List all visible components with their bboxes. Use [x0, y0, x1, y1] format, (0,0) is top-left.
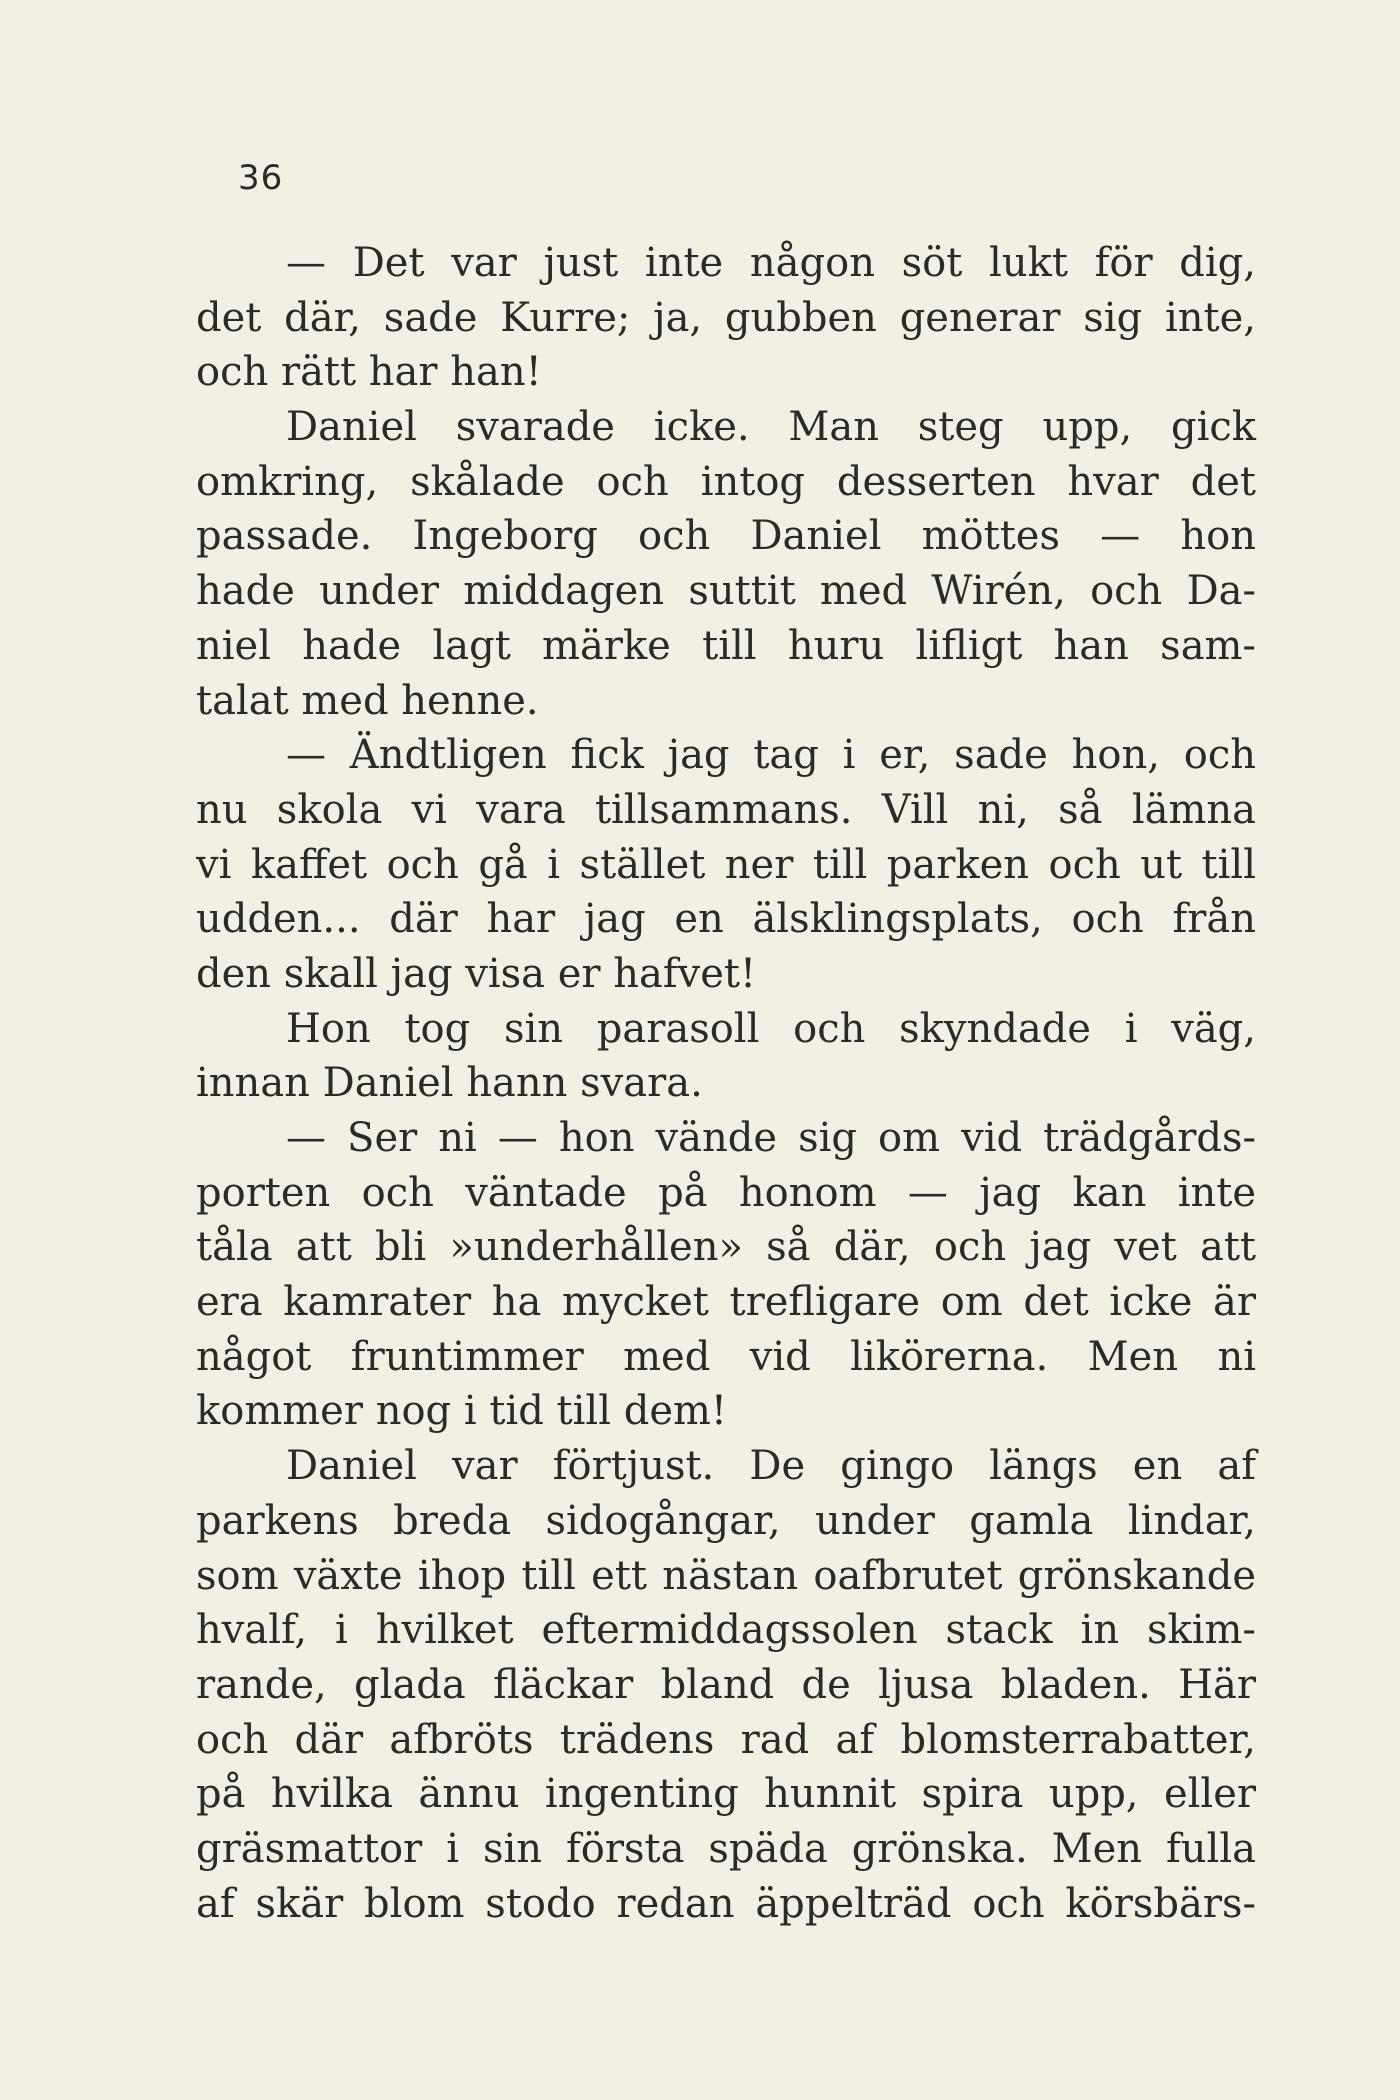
- text-line: udden... där har jag en älsklingsplats, och från: [196, 896, 1256, 943]
- text-line: Daniel svarade icke. Man steg upp, gick: [286, 404, 1256, 451]
- text-line: på hvilka ännu ingenting hunnit spira upp, eller: [196, 1771, 1256, 1818]
- text-line: passade. Ingeborg och Daniel möttes — hon: [196, 513, 1256, 560]
- text-line: som växte ihop till ett nästan oafbrutet grönskande: [196, 1552, 1256, 1599]
- text-line: innan Daniel hann svara.: [196, 1060, 703, 1107]
- text-line: niel hade lagt märke till huru lifligt han sam-: [196, 622, 1256, 669]
- page-number: 36: [238, 158, 284, 198]
- text-line: det där, sade Kurre; ja, gubben generar sig inte,: [196, 294, 1256, 341]
- text-line: rande, glada fläckar bland de ljusa bladen. Här: [196, 1661, 1256, 1708]
- text-line: kommer nog i tid till dem!: [196, 1388, 727, 1435]
- text-line: omkring, skålade och intog desserten hvar det: [196, 458, 1256, 505]
- text-line: tåla att bli »underhållen» så där, och jag vet att: [196, 1224, 1256, 1271]
- text-line: era kamrater ha mycket trefligare om det icke är: [196, 1279, 1256, 1326]
- text-line: något fruntimmer med vid likörerna. Men ni: [196, 1333, 1256, 1380]
- text-line: porten och väntade på honom — jag kan inte: [196, 1169, 1256, 1216]
- text-line: gräsmattor i sin första späda grönska. Men fulla: [196, 1825, 1256, 1872]
- text-line: af skär blom stodo redan äppelträd och körsbärs-: [196, 1880, 1256, 1927]
- text-line: vi kaffet och gå i stället ner till parken och ut till: [196, 841, 1256, 888]
- text-line: och där afbröts trädens rad af blomsterrabatter,: [196, 1716, 1256, 1763]
- body-text: [196, 236, 1256, 1931]
- text-line: talat med henne.: [196, 677, 539, 724]
- text-line: hade under middagen suttit med Wirén, och Da-: [196, 568, 1256, 615]
- text-line: Daniel var förtjust. De gingo längs en af: [286, 1443, 1256, 1490]
- text-line: nu skola vi vara tillsammans. Vill ni, så lämna: [196, 786, 1256, 833]
- text-line: — Det var just inte någon söt lukt för dig,: [286, 240, 1256, 286]
- text-line: hvalf, i hvilket eftermiddagssolen stack in skim-: [196, 1607, 1256, 1654]
- text-line: — Ändtligen fick jag tag i er, sade hon, och: [286, 732, 1256, 779]
- text-line: parkens breda sidogångar, under gamla lindar,: [196, 1497, 1256, 1544]
- text-line: och rätt har han!: [196, 349, 542, 396]
- text-line: — Ser ni — hon vände sig om vid trädgårds-: [286, 1115, 1256, 1161]
- text-line: den skall jag visa er hafvet!: [196, 950, 757, 997]
- text-line: Hon tog sin parasoll och skyndade i väg,: [286, 1005, 1256, 1052]
